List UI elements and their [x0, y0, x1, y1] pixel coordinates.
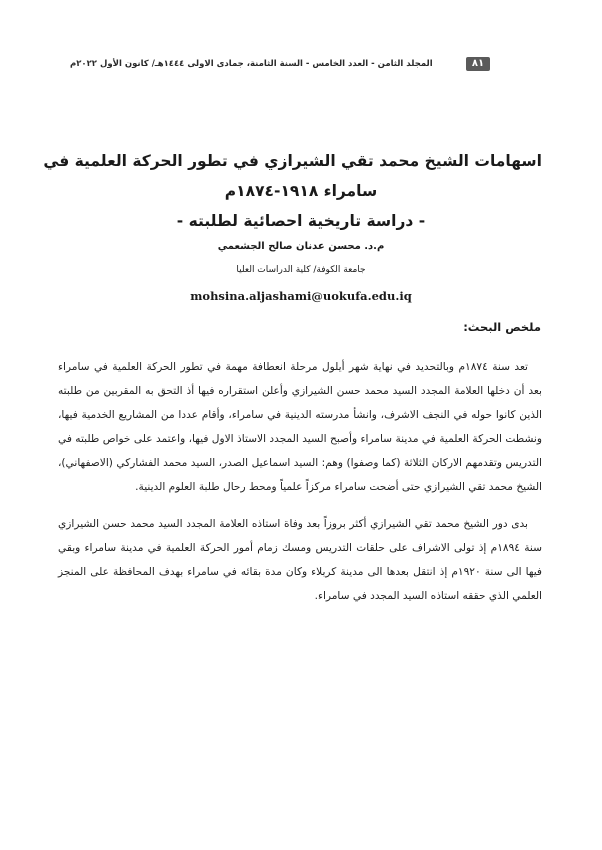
- author-affiliation: جامعة الكوفة/ كلية الدراسات العليا: [236, 265, 366, 275]
- journal-info: المجلد الثامن - العدد الخامس - السنة الثامنة، جمادى الاولى ١٤٤٤هـ/ كانون الأول ٢٠٢٢م: [70, 59, 433, 69]
- title-line-1: اسهامات الشيخ محمد تقي الشيرازي في تطور الحركة العلمية في: [43, 152, 542, 170]
- abstract-body: [58, 355, 542, 608]
- title-line-2: سامراء ١٩١٨-١٨٧٤م: [224, 182, 378, 200]
- abstract-heading: ملخص البحث:: [463, 320, 541, 334]
- article-title: [43, 146, 542, 236]
- title-subtitle: - دراسة تاريخية احصائية لطلبته -: [176, 212, 426, 230]
- abstract-paragraph-2: بدى دور الشيخ محمد تقي الشيرازي أكثر بروزاً بعد وفاة استاذه العلامة المجدد السيد محمد حسن الشيرازي سنة ١٨٩٤م إذ تولى الاشراف على حلقات التدريس ومسك زمام أمور الحركة العلمية في مدينة سامراء وبقي فيها الى سنة ١٩٢٠م إذ انتقل بعدها الى مدينة كربلاء وكان مدة بقائه في سامراء بهدف المحافظة على المنجز العلمي الذي حققه استاذه السيد المجدد في سامراء.: [58, 517, 542, 602]
- abstract-paragraph-1: تعد سنة ١٨٧٤م وبالتحديد في نهاية شهر أيلول مرحلة انعطافة مهمة في تطور الحركة العلمية في سامراء بعد أن دخلها العلامة المجدد السيد محمد حسن الشيرازي وأعلن استقراره فيها أذ التحق به المقربين من طلبته الذين كانوا حوله في النجف الاشرف، وانشأ مدرسته الدينية في سامراء، وأقام عددا من المشاريع الخدمية فيها، ونشطت الحركة العلمية في مدينة سامراء وأصبح السيد المجدد الاستاذ الاول فيها، واعتمد على خواص طلبته في التدريس وتقدمهم الاركان الثلاثة (كما وصفوا) وهم: السيد اسماعيل الصدر، السيد محمد الفشاركي (الاصفهاني)، الشيخ محمد تقي الشيرازي حتى أضحت سامراء مركزاً علمياً ومحط رحال طلبة العلوم الدينية.: [58, 361, 542, 494]
- author-email[interactable]: mohsina.aljashami@uokufa.edu.iq: [190, 289, 412, 303]
- running-header: [70, 54, 490, 74]
- author-block: [60, 238, 542, 305]
- page-number: ٨١: [466, 57, 490, 71]
- author-name: م.د. محسن عدنان صالح الجشعمي: [217, 241, 385, 252]
